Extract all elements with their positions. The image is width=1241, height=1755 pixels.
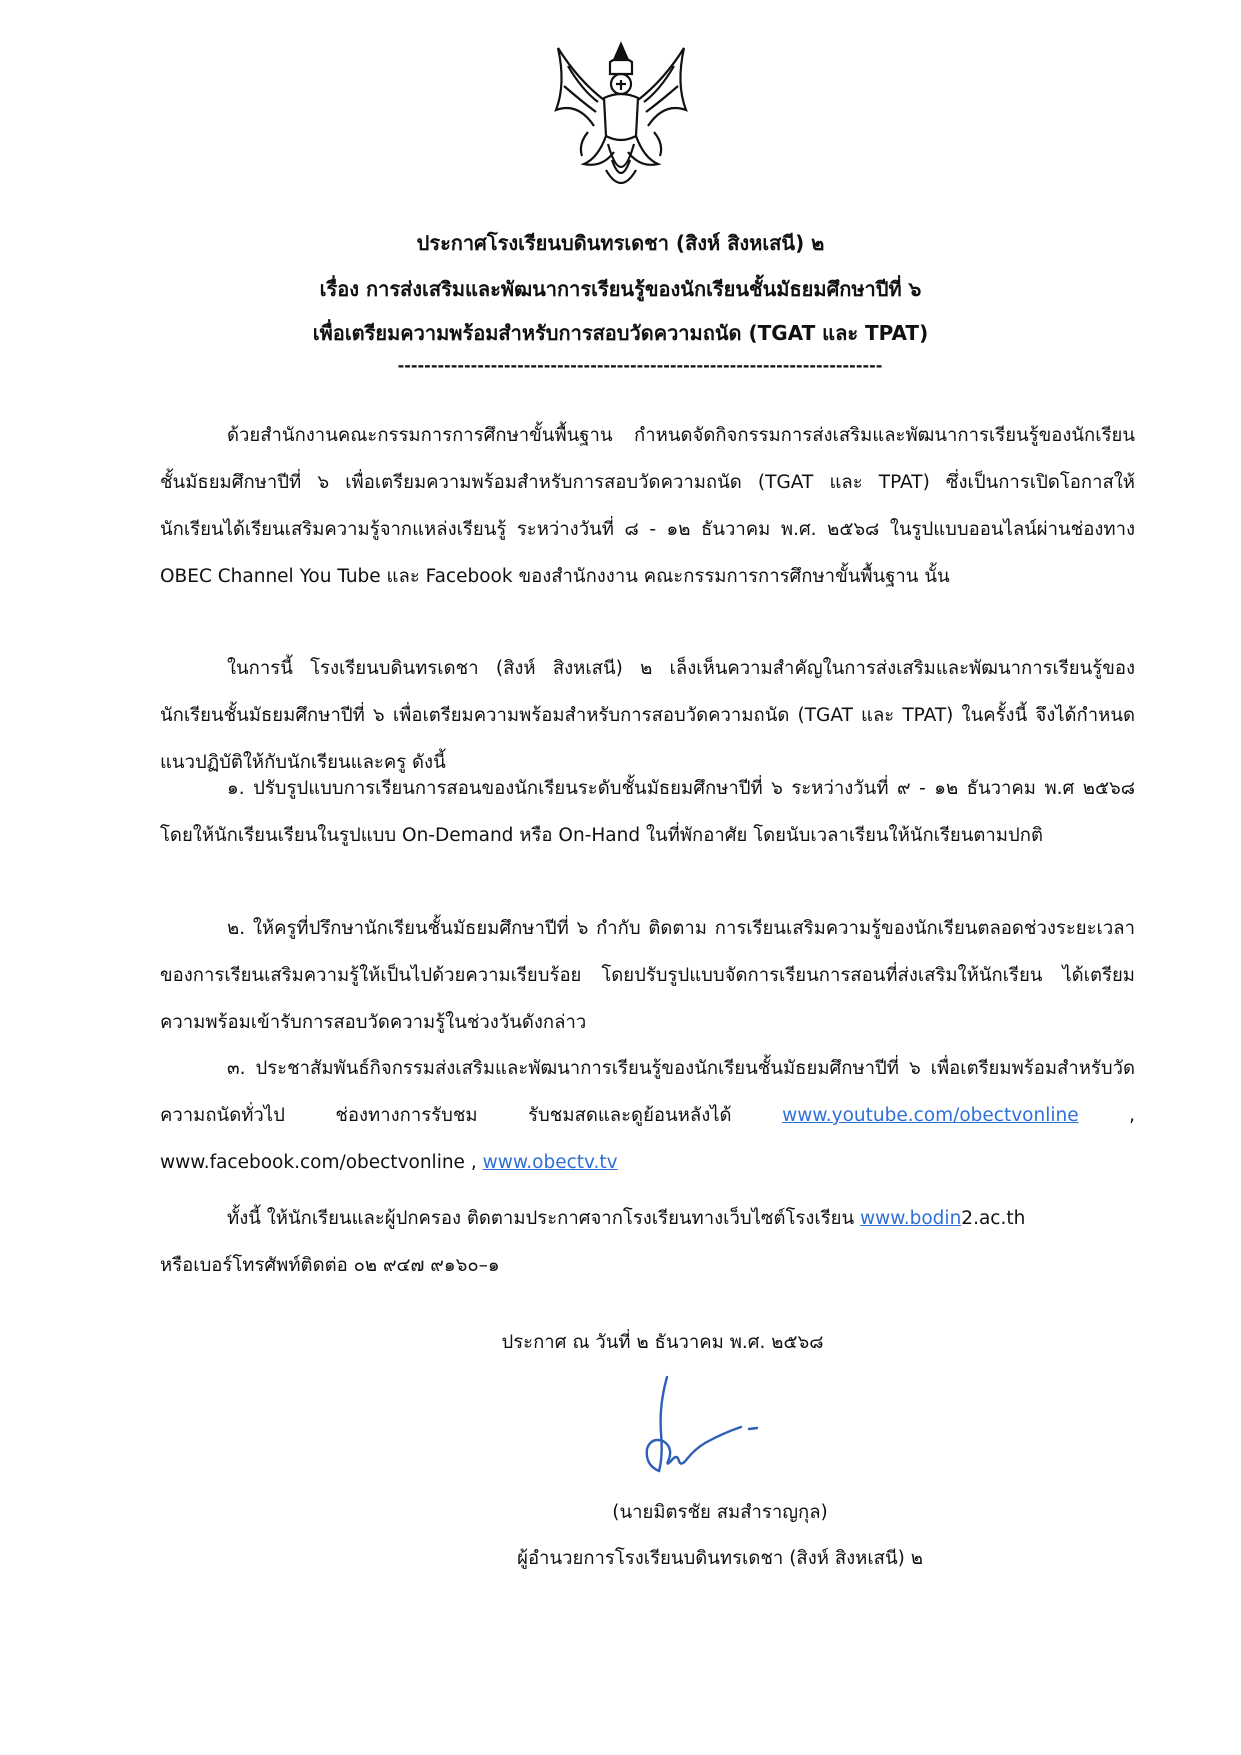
signer-name: (นายมิตรชัย สมสำราญกุล) bbox=[612, 1502, 828, 1523]
guideline-item-2 bbox=[160, 905, 1135, 1046]
signature-image bbox=[615, 1375, 765, 1480]
contact-phone: หรือเบอร์โทรศัพท์ติดต่อ ๐๒ ๙๔๗ ๙๑๖๐–๑ bbox=[160, 1255, 500, 1276]
facebook-link-text: , www.facebook.com/obectvonline , bbox=[160, 1105, 1135, 1173]
closing-paragraph bbox=[160, 1195, 1135, 1289]
closing-paragraph-text: ทั้งนี้ ให้นักเรียนและผู้ปกครอง ติดตามประกาศจากโรงเรียนทางเว็บไซต์โรงเรียน bbox=[227, 1208, 855, 1229]
garuda-emblem-icon bbox=[548, 40, 694, 198]
guideline-item-1 bbox=[160, 765, 1135, 859]
announcement-title: ประกาศโรงเรียนบดินทรเดชา (สิงห์ สิงหเสนี) ๒ bbox=[416, 231, 825, 255]
guideline-item-1-text: ๑. ปรับรูปแบบการเรียนการสอนของนักเรียนระดับชั้นมัธยมศึกษาปีที่ ๖ ระหว่างวันที่ ๙ - ๑๒ ธันวาคม พ.ศ ๒๕๖๘ โดยให้นักเรียนเรียนในรูปแบบ On-Demand หรือ On-Hand ในที่พักอาศัย โดยนับเวลาเรียนให้นักเรียนตามปกติ bbox=[160, 778, 1135, 846]
school-website-suffix: 2.ac.th bbox=[961, 1208, 1026, 1229]
announcement-subject: เรื่อง การส่งเสริมและพัฒนาการเรียนรู้ของนักเรียนชั้นมัธยมศึกษาปีที่ ๖ bbox=[319, 277, 922, 301]
announcement-subject-line2: เพื่อเตรียมความพร้อมสำหรับการสอบวัดความถนัด (TGAT และ TPAT) bbox=[312, 321, 929, 345]
paragraph-2-text: ในการนี้ โรงเรียนบดินทรเดชา (สิงห์ สิงหเสนี) ๒ เล็งเห็นความสำคัญในการส่งเสริมและพัฒนาการเรียนรู้ของนักเรียนชั้นมัธยมศึกษาปีที่ ๖ เพื่อเตรียมความพร้อมสำหรับการสอบวัดความถนัด (TGAT และ TPAT) ในครั้งนี้ จึงได้กำหนดแนวปฏิบัติให้กับนักเรียนและครู ดังนี้ bbox=[160, 658, 1135, 773]
school-website-link[interactable]: www.bodin bbox=[860, 1208, 962, 1229]
guideline-item-3 bbox=[160, 1045, 1135, 1186]
guideline-item-3-text: ๓. ประชาสัมพันธ์กิจกรรมส่งเสริมและพัฒนาการเรียนรู้ของนักเรียนชั้นมัธยมศึกษาปีที่ ๖ เพื่อเตรียมพร้อมสำหรับวัดความถนัดทั่วไป ช่องทางการรับชม รับชมสดและดูย้อนหลังได้ bbox=[160, 1058, 1135, 1126]
obectv-link[interactable]: www.obectv.tv bbox=[482, 1152, 618, 1173]
signer-position: ผู้อำนวยการโรงเรียนบดินทรเดชา (สิงห์ สิงหเสนี) ๒ bbox=[517, 1548, 923, 1569]
paragraph-1-text: ด้วยสำนักงานคณะกรรมการการศึกษาขั้นพื้นฐาน กำหนดจัดกิจกรรมการส่งเสริมและพัฒนาการเรียนรู้ของนักเรียนชั้นมัธยมศึกษาปีที่ ๖ เพื่อเตรียมความพร้อมสำหรับการสอบวัดความถนัด (TGAT และ TPAT) ซึ่งเป็นการเปิดโอกาสให้นักเรียนได้เรียนเสริมความรู้จากแหล่งเรียนรู้ ระหว่างวันที่ ๘ - ๑๒ ธันวาคม พ.ศ. ๒๕๖๘ ในรูปแบบออนไลน์ผ่านช่องทาง OBEC Channel You Tube และ Facebook ของสำนักงงาน คณะกรรมการการศึกษาขั้นพื้นฐาน นั้น bbox=[160, 425, 1135, 587]
announcement-date: ประกาศ ณ วันที่ ๒ ธันวาคม พ.ศ. ๒๕๖๘ bbox=[501, 1332, 824, 1353]
youtube-link[interactable]: www.youtube.com/obectvonline bbox=[782, 1105, 1079, 1126]
guideline-item-2-text: ๒. ให้ครูที่ปรึกษานักเรียนชั้นมัธยมศึกษาปีที่ ๖ กำกับ ติดตาม การเรียนเสริมความรู้ของนักเรียนตลอดช่วงระยะเวลาของการเรียนเสริมความรู้ให้เป็นไปด้วยความเรียบร้อย โดยปรับรูปแบบจัดการเรียนการสอนที่ส่งเสริมให้นักเรียน ได้เตรียมความพร้อมเข้ารับการสอบวัดความรู้ในช่วงวันดังกล่าว bbox=[160, 918, 1135, 1033]
dashed-divider: ------------------------------------------------------------------------- bbox=[397, 356, 883, 375]
paragraph-1 bbox=[160, 412, 1135, 600]
